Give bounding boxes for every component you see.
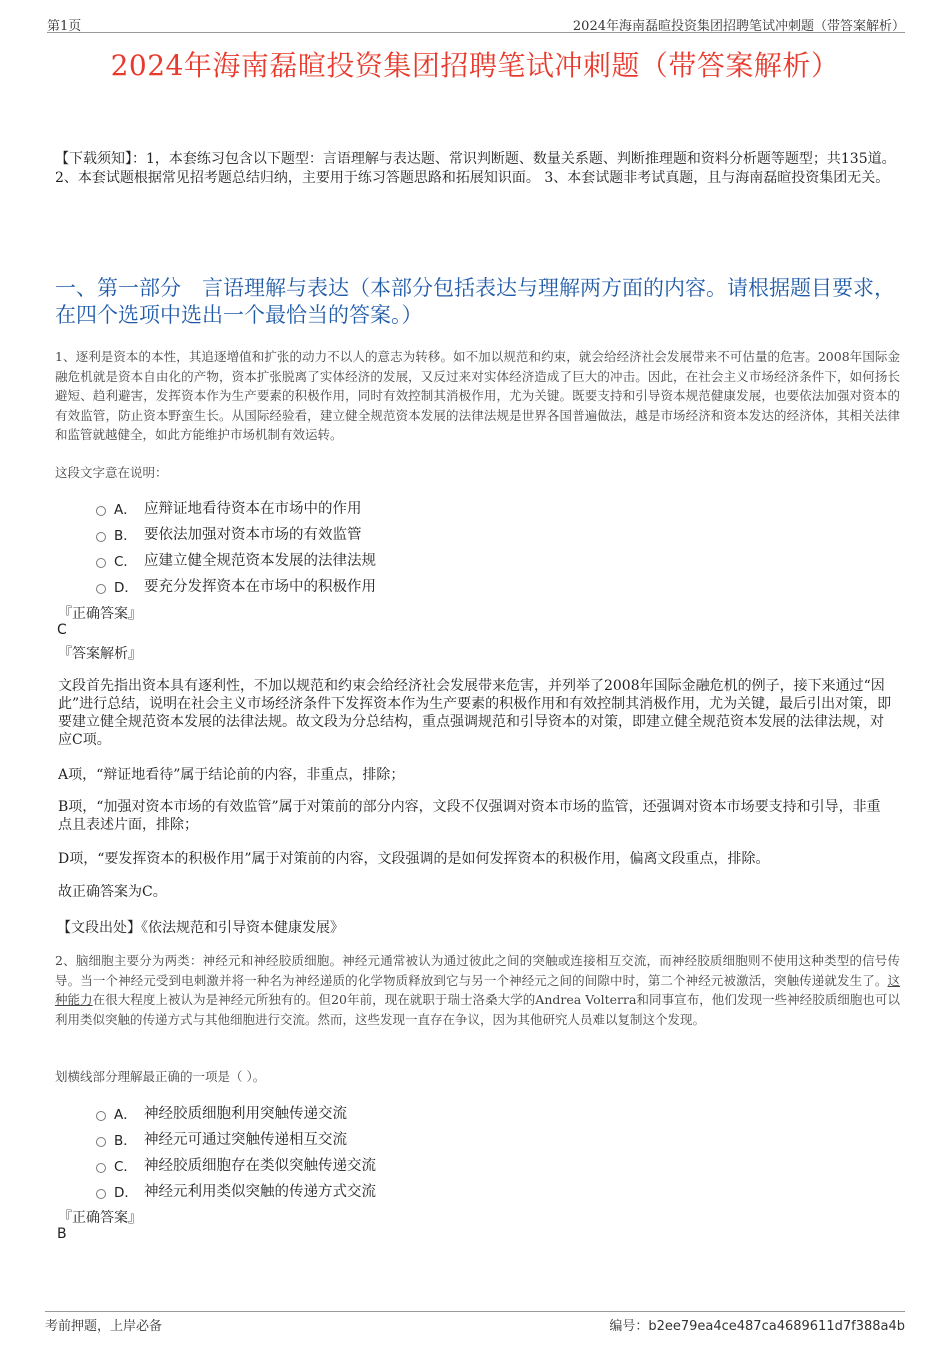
radio-icon[interactable] [96,1137,106,1147]
q2-option-c[interactable] [96,1154,376,1175]
option-letter: A． [114,1106,137,1123]
q2-answer-label: 『正确答案』 [58,1210,142,1226]
option-letter: D． [114,1184,138,1201]
question-1-prompt: 这段文字意在说明： [55,465,168,480]
header-doc-title: 2024年海南磊暄投资集团招聘笔试冲刺题（带答案解析） [572,19,905,34]
q2-text-before: 2、脑细胞主要分为两类：神经元和神经胶质细胞。神经元通常被认为通过彼此之间的突触或连接相互交流，而神经胶质细胞则不使用这种类型的信号传导。当一个神经元受到电刺激并将一种名为神经递质的化学物质释放到它与另一个神经元之间的间隙中时，第二个神经元被激活，突触传递就发生了。 [55,953,900,988]
footer-code [609,1315,905,1334]
radio-icon[interactable] [96,584,106,594]
q1-option-b[interactable] [96,523,362,544]
radio-icon[interactable] [96,1111,106,1121]
q2-underlined-phrase: 这种能力 [55,972,900,1007]
question-1-text: 1、逐利是资本的本性，其追逐增值和扩张的动力不以人的意志为转移。如不加以规范和约束，就会给经济社会发展带来不可估量的危害。2008年国际金融危机就是资本自由化的产物，资本扩张脱离了实体经济的发展，又反过来对实体经济造成了巨大的冲击。因此，在社会主义市场经济条件下，如何扬长避短、趋利避害，发挥资本作为生产要素的积极作用，同时有效控制其消极作用，尤为关键。既要支持和引导资本规范健康发展，也要依法加强对资本的有效监管，防止资本野蛮生长。从国际经验看，建立健全规范资本发展的法律法规是世界各国普遍做法，越是市场经济和资本发达的经济体，其相关法律和监管就越健全，如此方能维护市场机制有效运转。 [55,349,900,442]
radio-icon[interactable] [96,532,106,542]
q1-option-d[interactable] [96,575,376,596]
q1-answer: C [57,622,67,638]
q1-source: 【文段出处】《依法规范和引导资本健康发展》 [57,920,344,936]
q2-answer: B [57,1226,67,1242]
q1-option-c[interactable] [96,549,376,570]
q2-text-after: 在很大程度上被认为是神经元所独有的。但20年前，现在就职于瑞士洛桑大学的Andrea Volterra和同事宣布，他们发现一些神经胶质细胞也可以利用类似突触的传递方式与其他细胞进行交流。然而，这些发现一直存在争议，因为其他研究人员难以复制这个发现。 [55,992,900,1027]
section-heading: 一、第一部分 言语理解与表达（本部分包括表达与理解两方面的内容。请根据题目要求，在四个选项中选出一个最恰当的答案。） [55,276,895,327]
q2-option-b[interactable] [96,1128,347,1149]
q1-analysis-d: D项，“要发挥资本的积极作用”属于对策前的内容，文段强调的是如何发挥资本的积极作用，偏离文段重点，排除。 [58,851,770,867]
option-letter: D． [114,579,138,596]
radio-icon[interactable] [96,506,106,516]
page-footer [45,1311,905,1332]
download-notice: 【下载须知】：1，本套练习包含以下题型：言语理解与表达题、常识判断题、数量关系题、判断推理题和资料分析题等题型；共135道。 2、本套试题根据常见招考题总结归纳，主要用于练习答题思路和拓展知识面。 3、本套试题非考试真题，且与海南磊暄投资集团无关。 [55,151,896,186]
question-2-prompt: 划横线部分理解最正确的一项是（ ）。 [55,1069,266,1084]
option-text: 要充分发挥资本在市场中的积极作用 [144,579,376,595]
option-text: 神经胶质细胞存在类似突触传递交流 [144,1158,376,1174]
option-text: 应辩证地看待资本在市场中的作用 [144,501,362,517]
page-number: 第1页 [47,19,82,34]
radio-icon[interactable] [96,1163,106,1173]
q1-analysis-a: A项，“辩证地看待”属于结论前的内容，非重点，排除； [58,767,405,783]
q1-answer-label: 『正确答案』 [58,606,142,622]
option-text: 神经元可通过突触传递相互交流 [144,1132,347,1148]
radio-icon[interactable] [96,1189,106,1199]
option-text: 神经胶质细胞利用突触传递交流 [144,1106,347,1122]
question-2-text [55,951,900,1029]
option-text: 要依法加强对资本市场的有效监管 [144,527,362,543]
q2-option-a[interactable] [96,1102,347,1123]
option-text: 应建立健全规范资本发展的法律法规 [144,553,376,569]
option-text: 神经元利用类似突触的传递方式交流 [144,1184,376,1200]
option-letter: C． [114,553,137,570]
option-letter: B． [114,527,137,544]
option-letter: A． [114,501,137,518]
option-letter: C． [114,1158,137,1175]
footer-code-label: 编号： [609,1319,649,1334]
q1-option-a[interactable] [96,497,362,518]
footer-code-value: b2ee79ea4ce487ca4689611d7f388a4b [648,1319,905,1334]
document-title: 2024年海南磊暄投资集团招聘笔试冲刺题（带答案解析） [110,49,840,82]
q1-analysis-label: 『答案解析』 [58,646,142,662]
page-header [47,12,905,33]
q1-analysis-main: 文段首先指出资本具有逐利性，不加以规范和约束会给经济社会发展带来危害，并列举了2008年国际金融危机的例子，接下来通过“因此”进行总结，说明在社会主义市场经济条件下发挥资本作为生产要素的积极作用和有效控制其消极作用，尤为关键，最后引出对策，即要建立健全规范资本发展的法律法规。故文段为分总结构，重点强调规范和引导资本的对策，即建立健全规范资本发展的法律法规，对应C项。 [58,678,892,748]
q2-option-d[interactable] [96,1180,376,1201]
footer-slogan: 考前押题，上岸必备 [45,1319,163,1334]
q1-analysis-b: B项，“加强对资本市场的有效监管”属于对策前的部分内容，文段不仅强调对资本市场的监管，还强调对资本市场要支持和引导，非重点且表述片面，排除； [58,799,881,833]
radio-icon[interactable] [96,558,106,568]
q1-analysis-conclusion: 故正确答案为C。 [58,884,167,900]
option-letter: B． [114,1132,137,1149]
